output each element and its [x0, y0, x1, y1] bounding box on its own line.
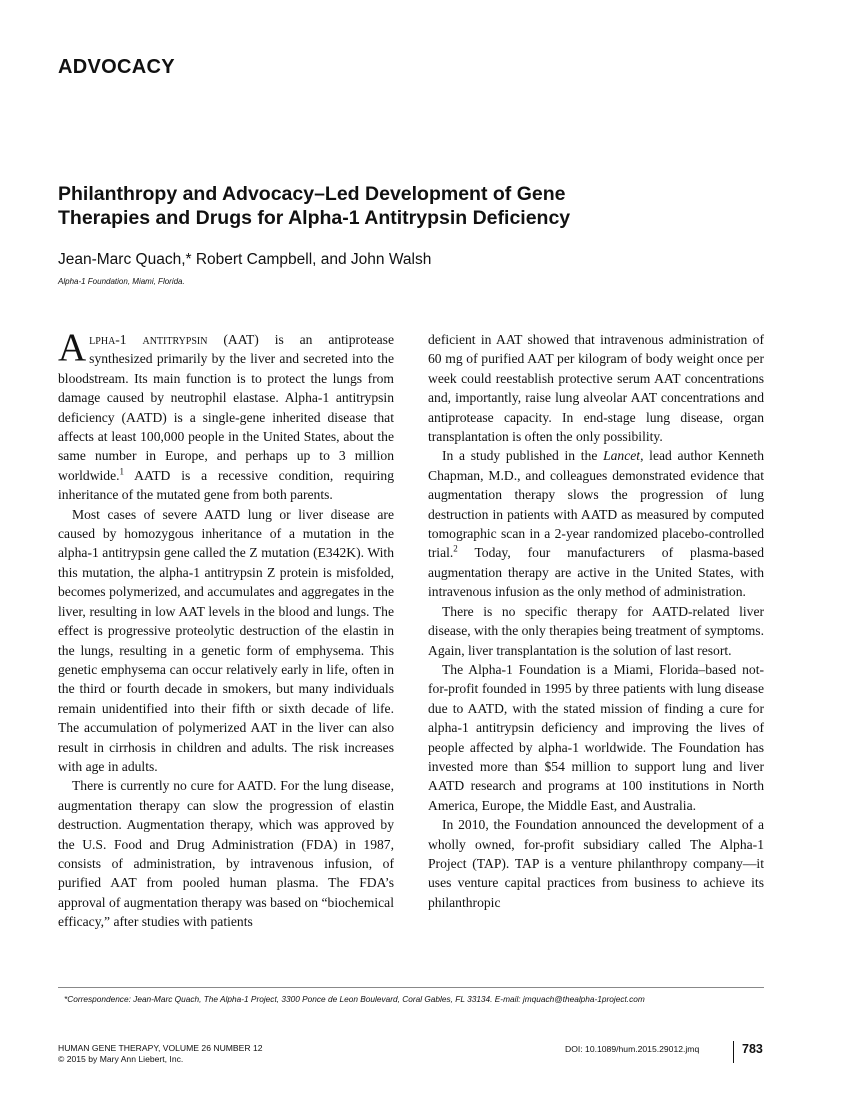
article-title: [58, 182, 778, 230]
affiliation: Alpha-1 Foundation, Miami, Florida.: [58, 277, 185, 286]
drop-cap: A: [58, 326, 87, 369]
paragraph-text: , lead author Kenneth Chapman, M.D., and colleagues demonstrated evidence that augmentation therapy slows the progression of lung destruction in patients with AATD as measured by computed tomographic scan in a 2-year randomized placebo-controlled trial.: [428, 448, 765, 561]
reference-marker[interactable]: 2: [453, 543, 458, 554]
page-number: 783: [742, 1042, 763, 1056]
section-label: ADVOCACY: [58, 56, 175, 78]
paragraph: [428, 446, 764, 601]
paragraph-text: Today, four manufacturers of plasma-based augmentation therapy are active in the United States, with intravenous infusion as the only method of administration.: [428, 545, 764, 600]
journal-name: Lancet: [603, 448, 641, 464]
paragraph-text: (AAT) is an antiprotease synthesized primarily by the liver and secreted into the bloodstream. Its main function is to protect the lungs from damage caused by neutrophil elastase. Alpha-1 antitrypsin deficiency (AATD) is a single-gene inherited disease that affects at least 100,000 people in the United States, about the same number in Europe, and perhaps up to 3 million worldwide.: [58, 332, 394, 483]
body-column-left: [58, 326, 394, 932]
footer-journal-info: [58, 1043, 263, 1065]
paragraph: The Alpha-1 Foundation is a Miami, Florida–based not-for-profit founded in 1995 by three patients with lung disease due to AATD, with the stated mission of finding a cure for alpha-1 antitrypsin deficiency and improving the lives of people affected by alpha-1 worldwide. The Foundation has invested more than $54 million to support lung and liver AATD research and programs at 100 institutions in North America, Europe, the Middle East, and Australia.: [428, 661, 764, 813]
paragraph: deficient in AAT showed that intravenous administration of 60 mg of purified AAT per kilogram of body weight once per week could reestablish protective serum AAT concentrations and, importantly, raise lung alveolar AAT concentrations and antiprotease capacity. In end-stage lung disease, organ transplantation is often the only possibility.: [428, 332, 764, 445]
footer-divider: [733, 1041, 734, 1063]
small-caps-lead: lpha-1 antitrypsin: [89, 332, 208, 347]
paragraph: Most cases of severe AATD lung or liver disease are caused by homozygous inheritance of a mutation in the alpha-1 antitrypsin gene called the Z mutation (E342K). With this mutation, the alpha-1 antitrypsin Z protein is misfolded, becomes polymerized, and accumulates and aggregates in the liver, resulting in low AAT levels in the blood and lungs. The effect is progressive proteolytic destruction of the elastin in the lungs, resulting in a genetic form of emphysema. This genetic emphysema can occur relatively early in life, often in the third or fourth decade in smokers, but many individuals remain unidentified into their fifth or sixth decade of life. The accumulation of polymerized AAT in the liver can also result in cirrhosis in children and adults. The risk increases with age in adults.: [58, 506, 394, 774]
paragraph: There is currently no cure for AATD. For the lung disease, augmentation therapy can slow the progression of elastin destruction. Augmentation therapy, which was approved by the U.S. Food and Drug Administration (FDA) in 1987, consists of administration, by intravenous infusion, of purified AAT from pooled human plasma. The FDA’s approval of augmentation therapy was based on “biochemical efficacy,” after studies with patients: [58, 778, 394, 930]
title-line-1: Philanthropy and Advocacy–Led Development of Gene: [58, 183, 566, 205]
paragraph: There is no specific therapy for AATD-related liver disease, with the only therapies being treatment of symptoms. Again, liver transplantation is the solution of last resort.: [428, 603, 764, 658]
paragraph: In 2010, the Foundation announced the development of a wholly owned, for-profit subsidiary called The Alpha-1 Project (TAP). TAP is a venture philanthropy company—it uses venture capital practices from business to achieve its philanthropic: [428, 817, 764, 910]
reference-marker[interactable]: 1: [119, 466, 125, 477]
footnote-divider: [58, 987, 764, 988]
copyright: © 2015 by Mary Ann Liebert, Inc.: [58, 1054, 184, 1064]
body-column-right: [428, 330, 764, 912]
journal-volume: HUMAN GENE THERAPY, VOLUME 26 NUMBER 12: [58, 1043, 263, 1053]
author-list: Jean-Marc Quach,* Robert Campbell, and John Walsh: [58, 251, 432, 268]
paragraph-text: In a study published in the: [442, 448, 604, 464]
paragraph-text: AATD is a recessive condition, requiring inheritance of the mutated gene from both parents.: [58, 467, 394, 503]
doi[interactable]: DOI: 10.1089/hum.2015.29012.jmq: [565, 1044, 700, 1054]
correspondence-footnote: *Correspondence: Jean-Marc Quach, The Alpha-1 Project, 3300 Ponce de Leon Boulevard, Coral Gables, FL 33134. E-mail: jmquach@thealpha-1project.com: [64, 994, 645, 1004]
title-line-2: Therapies and Drugs for Alpha-1 Antitrypsin Deficiency: [58, 207, 571, 229]
paragraph: [58, 326, 394, 505]
